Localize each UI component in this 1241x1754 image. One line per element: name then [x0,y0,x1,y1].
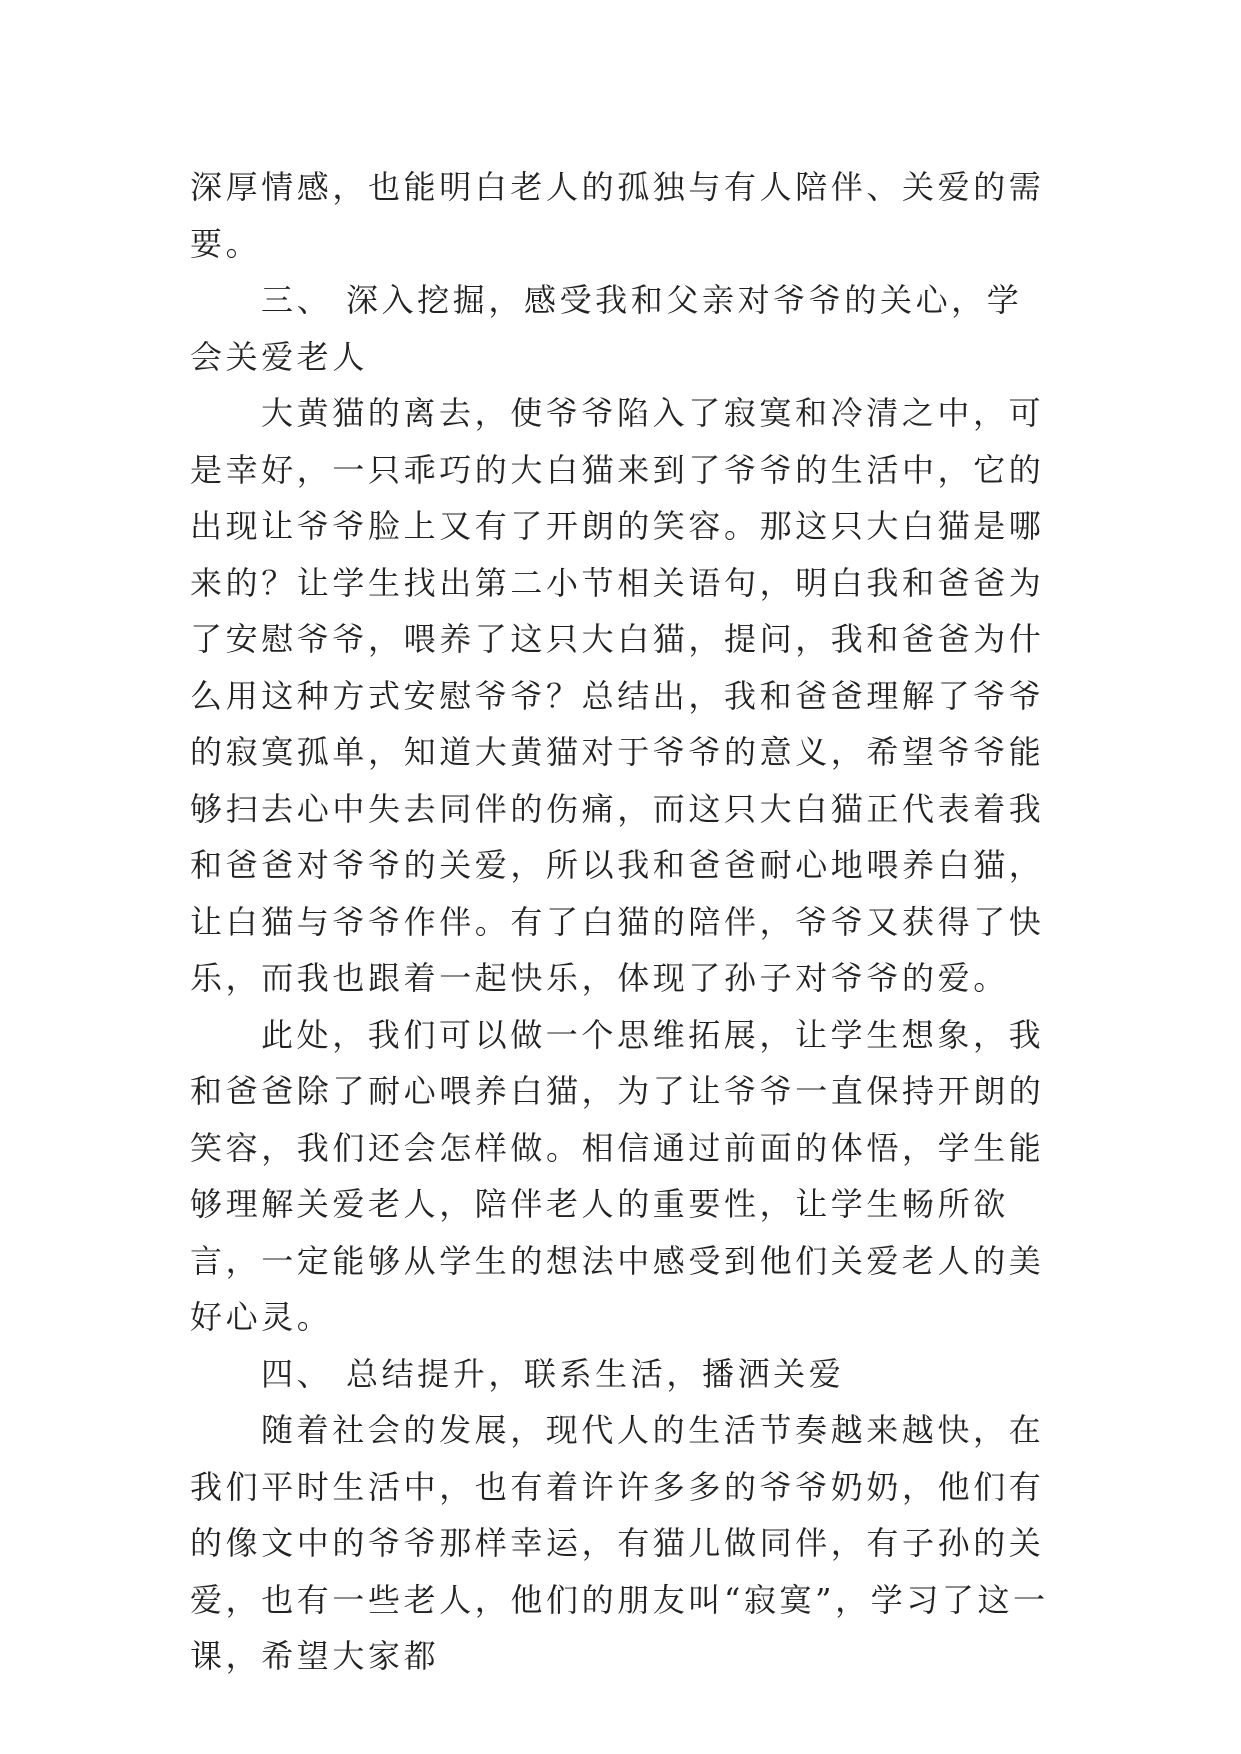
section-heading-three: 三、 深入挖掘，感受我和父亲对爷爷的关心，学会关爱老人 [190,281,1023,376]
document-body [190,159,1050,1685]
paragraph-society: 随着社会的发展，现代人的生活节奏越来越快，在我们平时生活中，也有着许许多多的爷爷奶奶，他们有的像文中的爷爷那样幸运，有猫儿做同伴，有子孙的关爱，也有一些老人，他们的朋友叫“寂寞”，学习了这一课，希望大家都 [190,1411,1049,1675]
section-heading-four: 四、 总结提升，联系生活，播洒关爱 [261,1354,845,1393]
paragraph-thinking-extension: 此处，我们可以做一个思维拓展，让学生想象，我和爸爸除了耐心喂养白猫，为了让爷爷一直保持开朗的笑容，我们还会怎样做。相信通过前面的体悟，学生能够理解关爱老人，陪伴老人的重要性，让学生畅所欲言，一定能够从学生的想法中感受到他们关爱老人的美好心灵。 [190,1015,1045,1336]
paragraph-continuation: 深厚情感，也能明白老人的孤独与有人陪伴、关爱的需要。 [190,168,1045,263]
paragraph-white-cat: 大黄猫的离去，使爷爷陷入了寂寞和冷清之中，可是幸好，一只乖巧的大白猫来到了爷爷的生活中，它的出现让爷爷脸上又有了开朗的笑容。那这只大白猫是哪来的？让学生找出第二小节相关语句，明白我和爸爸为了安慰爷爷，喂养了这只大白猫，提问，我和爸爸为什么用这种方式安慰爷爷？总结出，我和爸爸理解了爷爷的寂寞孤单，知道大黄猫对于爷爷的意义，希望爷爷能够扫去心中失去同伴的伤痛，而这只大白猫正代表着我和爸爸对爷爷的关爱，所以我和爸爸耐心地喂养白猫，让白猫与爷爷作伴。有了白猫的陪伴，爷爷又获得了快乐，而我也跟着一起快乐，体现了孙子对爷爷的爱。 [190,394,1045,997]
